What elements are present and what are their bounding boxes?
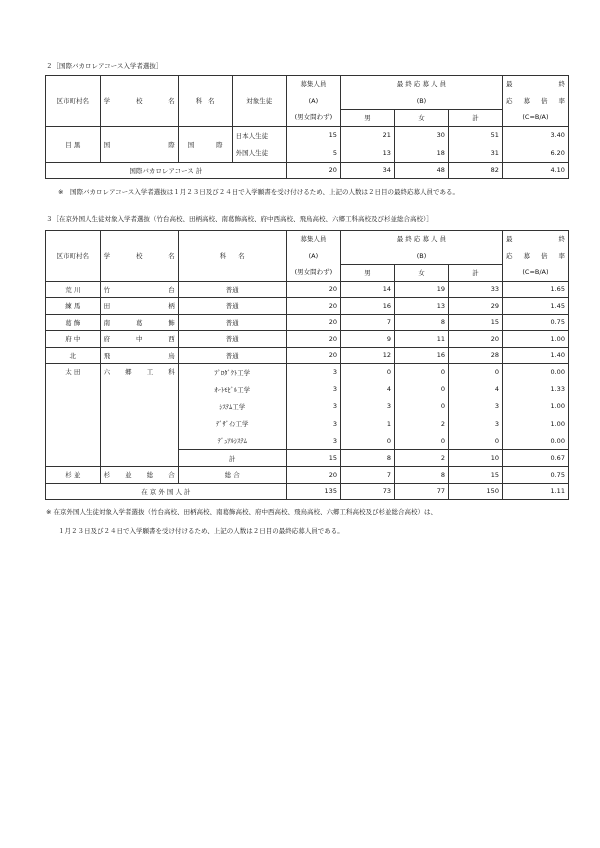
header-row (46, 76, 569, 93)
table-row (46, 467, 569, 484)
school-cell-text: 竹台 (103, 285, 175, 294)
male-cell: 7 (340, 467, 394, 484)
header-female: 女 (394, 265, 448, 281)
header-school-text: 学校名 (103, 97, 175, 106)
total-cell: 20 (448, 331, 502, 348)
female-cell: 19 (394, 281, 448, 298)
female-cell: 2 (394, 449, 448, 466)
table-row (46, 314, 569, 331)
male-cell: 0 (340, 364, 394, 381)
male-cell: 12 (340, 347, 394, 364)
table-row (46, 298, 569, 315)
school-cell (100, 347, 178, 364)
course-cell: ｼｽﾃﾑ工学 (178, 398, 286, 415)
ward-cell: 目 黒 (46, 126, 101, 162)
header-capacity (286, 76, 340, 127)
school-cell (100, 331, 178, 348)
total-ratio: 1.11 (502, 483, 568, 500)
target-cell: 外国人生徒 (232, 144, 286, 162)
capacity-cell: 15 (286, 126, 340, 144)
female-cell: 0 (394, 398, 448, 415)
section3-note-line1: ※ 在京外国人生徒対象入学者選抜（竹台高校、田柄高校、南葛飾高校、府中西高校、飛鳥高校、六郷工科高校及び杉並総合高校）は、 (46, 508, 438, 516)
course-cell (178, 126, 232, 162)
header-male: 男 (340, 265, 394, 281)
total-label: 国際バカロレアコース 計 (46, 162, 287, 178)
female-cell: 16 (394, 347, 448, 364)
school-cell-text: 南葛飾 (103, 318, 175, 327)
ratio-cell: 1.00 (502, 415, 568, 432)
total-cell: 0 (448, 364, 502, 381)
total-male: 73 (340, 483, 394, 500)
table-row (46, 126, 569, 144)
total-total: 150 (448, 483, 502, 500)
female-cell: 0 (394, 381, 448, 398)
course-cell: 普通 (178, 298, 286, 315)
header-capacity-line: 募集人員 (300, 80, 327, 88)
header-course-text: 科名 (195, 97, 215, 106)
header-applicants-line: 最 終 応 募 人 員 (396, 235, 447, 244)
header-course-text: 科名 (219, 252, 245, 261)
header-female: 女 (394, 110, 448, 126)
ratio-cell: 1.00 (502, 331, 568, 348)
ratio-cell: 6.20 (502, 144, 568, 162)
female-cell: 0 (394, 432, 448, 449)
capacity-cell: 3 (286, 381, 340, 398)
foreign-student-table (45, 230, 569, 500)
header-applicants-line: (B) (416, 251, 427, 260)
capacity-cell: 20 (286, 467, 340, 484)
ratio-cell: 0.00 (502, 432, 568, 449)
school-cell-text: 六郷工科 (103, 368, 175, 376)
section3-note-line2: １月２３日及び２４日で入学願書を受け付けるため、上記の人数は２日目の最終応募人員である。 (58, 527, 344, 535)
total-cell: 31 (448, 144, 502, 162)
section3-title: ３［在京外国人生徒対象入学者選抜（竹台高校、田柄高校、南葛飾高校、府中西高校、飛鳥高校、六郷工科高校及び杉並総合高校）］ (46, 215, 433, 223)
capacity-cell: 3 (286, 415, 340, 432)
female-cell: 0 (394, 364, 448, 381)
female-cell: 11 (394, 331, 448, 348)
total-cell: 15 (448, 314, 502, 331)
header-male: 男 (340, 110, 394, 126)
header-total: 計 (448, 265, 502, 281)
capacity-cell: 20 (286, 347, 340, 364)
capacity-cell: 20 (286, 281, 340, 298)
header-school-text: 学校名 (103, 252, 175, 261)
total-cell: 3 (448, 398, 502, 415)
course-cell: 普通 (178, 331, 286, 348)
total-cell: 3 (448, 415, 502, 432)
male-cell: 9 (340, 331, 394, 348)
ratio-cell: 0.00 (502, 364, 568, 381)
female-cell: 13 (394, 298, 448, 315)
header-capacity-line: (A) (308, 96, 319, 105)
female-cell: 2 (394, 415, 448, 432)
capacity-cell: 3 (286, 398, 340, 415)
ward-cell: 杉 並 (46, 467, 101, 484)
course-cell: 計 (178, 449, 286, 466)
ratio-cell: 1.33 (502, 381, 568, 398)
total-male: 34 (340, 162, 394, 178)
ratio-cell: 0.67 (502, 449, 568, 466)
ward-cell: 太 田 (46, 364, 101, 467)
header-capacity-line: (A) (308, 251, 319, 260)
male-cell: 1 (340, 415, 394, 432)
total-cell: 28 (448, 347, 502, 364)
school-cell (100, 467, 178, 484)
section2-title: ２［国際バカロレアコース入学者選抜］ (46, 62, 163, 70)
ward-cell: 府 中 (46, 331, 101, 348)
header-ratio-line: (C=B/A) (522, 268, 549, 276)
male-cell: 7 (340, 314, 394, 331)
header-ward: 区市町村名 (46, 231, 101, 282)
header-target: 対象生徒 (232, 76, 286, 127)
header-ratio-line: 最終 (505, 235, 565, 243)
school-cell-text: 府中西 (103, 335, 175, 344)
course-cell: 普通 (178, 314, 286, 331)
header-ratio-line: 応募倍率 (505, 251, 565, 260)
total-cell: 0 (448, 432, 502, 449)
school-cell (100, 364, 178, 467)
header-capacity-line: (男女問わず) (294, 113, 333, 121)
ratio-cell: 1.65 (502, 281, 568, 298)
female-cell: 8 (394, 467, 448, 484)
total-cell: 15 (448, 467, 502, 484)
male-cell: 3 (340, 398, 394, 415)
ratio-cell: 1.00 (502, 398, 568, 415)
header-capacity (286, 231, 340, 282)
ratio-cell: 3.40 (502, 126, 568, 144)
course-cell: ﾃﾞｻﾞｲﾝ工学 (178, 415, 286, 432)
ib-course-table (45, 75, 569, 179)
header-course (178, 76, 232, 127)
course-cell: 普通 (178, 281, 286, 298)
ward-cell: 葛 飾 (46, 314, 101, 331)
header-course (178, 231, 286, 282)
capacity-cell: 20 (286, 331, 340, 348)
male-cell: 8 (340, 449, 394, 466)
school-cell (100, 126, 178, 162)
header-capacity-line: 募集人員 (300, 235, 327, 243)
male-cell: 21 (340, 126, 394, 144)
total-cell: 4 (448, 381, 502, 398)
header-applicants (340, 231, 502, 265)
course-cell: ﾌﾟﾛﾀﾞｸﾄ工学 (178, 364, 286, 381)
male-cell: 13 (340, 144, 394, 162)
total-total: 82 (448, 162, 502, 178)
total-capacity: 20 (286, 162, 340, 178)
capacity-cell: 20 (286, 314, 340, 331)
table-row (46, 281, 569, 298)
header-applicants-line: (B) (416, 96, 427, 105)
section2-note: ※ 国際バカロレアコース入学者選抜は１月２３日及び２４日で入学願書を受け付けるため、上記の人数は２日目の最終応募人員である。 (58, 188, 460, 196)
total-cell: 10 (448, 449, 502, 466)
course-cell-text: 国際 (187, 140, 223, 149)
table-row (46, 331, 569, 348)
ward-cell: 荒 川 (46, 281, 101, 298)
male-cell: 16 (340, 298, 394, 315)
capacity-cell: 3 (286, 432, 340, 449)
male-cell: 14 (340, 281, 394, 298)
total-cell: 51 (448, 126, 502, 144)
female-cell: 30 (394, 126, 448, 144)
school-cell-text: 田柄 (103, 302, 175, 311)
school-cell-text: 国際 (103, 140, 175, 149)
ward-cell: 北 (46, 347, 101, 364)
male-cell: 4 (340, 381, 394, 398)
header-ratio (502, 231, 568, 282)
male-cell: 0 (340, 432, 394, 449)
header-total: 計 (448, 110, 502, 126)
ratio-cell: 0.75 (502, 467, 568, 484)
header-ratio-line: 応募倍率 (505, 96, 565, 105)
capacity-cell: 3 (286, 364, 340, 381)
school-cell (100, 298, 178, 315)
ward-cell: 練 馬 (46, 298, 101, 315)
target-cell: 日本人生徒 (232, 126, 286, 144)
school-cell (100, 314, 178, 331)
table-row (46, 347, 569, 364)
total-female: 48 (394, 162, 448, 178)
capacity-cell: 15 (286, 449, 340, 466)
school-cell (100, 281, 178, 298)
total-row (46, 483, 569, 500)
total-female: 77 (394, 483, 448, 500)
ratio-cell: 1.45 (502, 298, 568, 315)
course-cell: 総 合 (178, 467, 286, 484)
header-row (46, 231, 569, 248)
header-capacity-line: (男女問わず) (294, 268, 333, 276)
header-school (100, 76, 178, 127)
header-ratio-line: (C=B/A) (522, 113, 549, 121)
total-cell: 33 (448, 281, 502, 298)
female-cell: 8 (394, 314, 448, 331)
header-applicants-line: 最 終 応 募 人 員 (396, 80, 447, 89)
header-school (100, 231, 178, 282)
school-cell-text: 杉並総合 (103, 471, 175, 480)
header-ratio (502, 76, 568, 127)
total-label: 在 京 外 国 人 計 (46, 483, 287, 500)
capacity-cell: 5 (286, 144, 340, 162)
header-applicants (340, 76, 502, 110)
table-row (46, 364, 569, 381)
ratio-cell: 1.40 (502, 347, 568, 364)
female-cell: 18 (394, 144, 448, 162)
total-cell: 29 (448, 298, 502, 315)
course-cell: ﾃﾞｭｱﾙｼｽﾃﾑ (178, 432, 286, 449)
header-ward: 区市町村名 (46, 76, 101, 127)
header-ratio-line: 最終 (505, 80, 565, 88)
total-ratio: 4.10 (502, 162, 568, 178)
course-cell: ｵｰﾄﾓﾋﾞﾙ工学 (178, 381, 286, 398)
total-row (46, 162, 569, 178)
capacity-cell: 20 (286, 298, 340, 315)
total-capacity: 135 (286, 483, 340, 500)
course-cell: 普通 (178, 347, 286, 364)
school-cell-text: 飛鳥 (103, 351, 175, 360)
ratio-cell: 0.75 (502, 314, 568, 331)
